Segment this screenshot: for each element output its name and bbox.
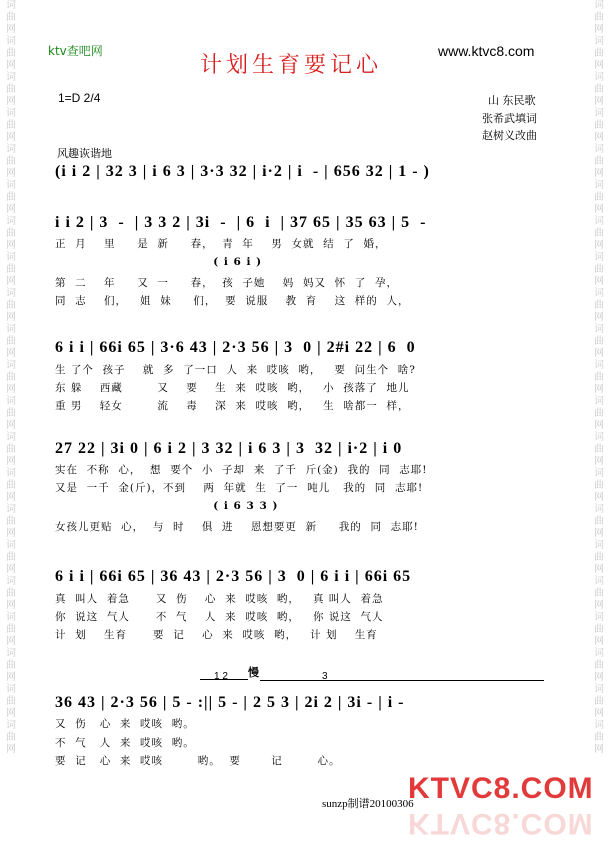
watermark-glyph: 网	[6, 276, 16, 287]
watermark-glyph: 网	[594, 24, 604, 35]
lyric-line: 实在 不称 心， 想 要个 小 子却 来 了千 斤(金) 我的 同 志耶!	[55, 464, 428, 476]
lyricist-credit: 张希武填词	[482, 112, 537, 125]
watermark-glyph: 词	[6, 396, 16, 407]
watermark-glyph: 词	[6, 360, 16, 371]
watermark-glyph: 词	[6, 576, 16, 587]
watermark-glyph: 网	[594, 456, 604, 467]
watermark-glyph: 网	[6, 708, 16, 719]
watermark-glyph: 词	[6, 540, 16, 551]
ktvc8-watermark-reflection: KTVC8.COM	[408, 807, 594, 840]
watermark-glyph: 曲	[6, 660, 16, 671]
watermark-glyph: 网	[594, 96, 604, 107]
site-brand[interactable]: ktv查吧网	[48, 44, 103, 58]
watermark-glyph: 网	[594, 708, 604, 719]
watermark-glyph: 词	[6, 504, 16, 515]
watermark-glyph: 词	[6, 432, 16, 443]
right-watermark-column	[590, 0, 608, 868]
watermark-glyph: 网	[6, 636, 16, 647]
watermark-glyph: 网	[6, 384, 16, 395]
watermark-glyph: 曲	[594, 84, 604, 95]
watermark-glyph: 曲	[594, 336, 604, 347]
verse2-notation: 6 i i | 66i 65 | 3·6 43 | 2·3 56 | 3 0 | 2#i 22 | 6 0	[55, 339, 416, 356]
watermark-glyph: 曲	[6, 408, 16, 419]
watermark-glyph: 曲	[6, 444, 16, 455]
watermark-glyph: 曲	[6, 624, 16, 635]
watermark-glyph: 曲	[6, 480, 16, 491]
watermark-glyph: 曲	[594, 48, 604, 59]
watermark-glyph: 词	[594, 468, 604, 479]
watermark-glyph: 网	[594, 60, 604, 71]
watermark-glyph: 网	[594, 276, 604, 287]
watermark-glyph: 词	[594, 216, 604, 227]
watermark-glyph: 曲	[6, 156, 16, 167]
lyric-line: 真 叫人 着急 又 伤 心 来 哎咳 哟， 真 叫人 着急	[55, 593, 384, 605]
watermark-glyph: 曲	[594, 624, 604, 635]
watermark-glyph: 曲	[6, 228, 16, 239]
song-title: 计划生育要记心	[200, 53, 383, 78]
watermark-glyph: 词	[594, 180, 604, 191]
watermark-glyph: 词	[594, 648, 604, 659]
watermark-glyph: 网	[594, 384, 604, 395]
watermark-glyph: 网	[6, 240, 16, 251]
triplet-mark: 3	[322, 671, 328, 682]
watermark-glyph: 网	[594, 744, 604, 755]
key-signature: 1=D 2/4	[58, 91, 101, 105]
watermark-glyph: 词	[594, 720, 604, 731]
alt-notation: ( i 6 3 3 )	[55, 500, 279, 512]
lyric-line: 要 记 心 来 哎咳 哟。 要 记 心。	[55, 755, 341, 767]
watermark-glyph: 网	[594, 168, 604, 179]
watermark-glyph: 网	[6, 744, 16, 755]
watermark-glyph: 曲	[6, 516, 16, 527]
verse3-notation: 27 22 | 3i 0 | 6 i 2 | 3 32 | i 6 3 | 3 32 | i·2 | i 0	[55, 440, 403, 457]
watermark-glyph: 词	[6, 144, 16, 155]
watermark-glyph: 曲	[6, 48, 16, 59]
slur-bracket	[260, 680, 544, 681]
watermark-glyph: 曲	[6, 120, 16, 131]
alt-notation: ( i 6 i )	[55, 256, 263, 268]
watermark-glyph: 曲	[6, 300, 16, 311]
lyric-line: 重 男 轻女 流 毒 深 来 哎咳 哟， 生 啥都一 样，	[55, 400, 410, 412]
watermark-glyph: 网	[6, 600, 16, 611]
watermark-glyph: 词	[594, 612, 604, 623]
lyric-line: 同 志 们， 姐 妹 们， 要 说服 教 育 这 样的 人，	[55, 295, 410, 307]
watermark-glyph: 曲	[594, 264, 604, 275]
watermark-glyph: 网	[6, 312, 16, 323]
watermark-glyph: 词	[6, 72, 16, 83]
watermark-glyph: 词	[6, 0, 16, 11]
left-watermark-column	[2, 0, 20, 868]
watermark-glyph: 词	[6, 36, 16, 47]
watermark-glyph: 词	[594, 432, 604, 443]
ktvc8-watermark-logo: KTVC8.COM	[408, 772, 594, 805]
watermark-glyph: 网	[594, 672, 604, 683]
watermark-glyph: 网	[594, 420, 604, 431]
watermark-glyph: 词	[6, 324, 16, 335]
watermark-glyph: 网	[6, 456, 16, 467]
watermark-glyph: 曲	[594, 156, 604, 167]
lyric-line: 正 月 里 是 新 春， 青 年 男 女就 结 了 婚，	[55, 238, 387, 250]
watermark-glyph: 曲	[594, 732, 604, 743]
watermark-glyph: 曲	[594, 480, 604, 491]
watermark-glyph: 网	[594, 528, 604, 539]
watermark-glyph: 词	[594, 0, 604, 11]
watermark-glyph: 词	[594, 252, 604, 263]
watermark-glyph: 曲	[6, 336, 16, 347]
watermark-glyph: 词	[594, 288, 604, 299]
watermark-glyph: 曲	[6, 372, 16, 383]
watermark-glyph: 网	[594, 204, 604, 215]
watermark-glyph: 网	[594, 636, 604, 647]
watermark-glyph: 曲	[594, 444, 604, 455]
watermark-glyph: 曲	[6, 732, 16, 743]
watermark-glyph: 曲	[594, 192, 604, 203]
watermark-glyph: 曲	[6, 588, 16, 599]
watermark-glyph: 曲	[594, 552, 604, 563]
slow-marking: 慢	[248, 666, 259, 679]
watermark-glyph: 曲	[594, 588, 604, 599]
watermark-glyph: 词	[6, 216, 16, 227]
watermark-glyph: 词	[594, 540, 604, 551]
watermark-glyph: 词	[6, 612, 16, 623]
lyric-line: 又 伤 心 来 哎咳 哟。	[55, 718, 195, 730]
watermark-glyph: 词	[6, 648, 16, 659]
watermark-glyph: 词	[6, 720, 16, 731]
watermark-glyph: 词	[594, 324, 604, 335]
lyric-line: 不 气 人 来 哎咳 哟。	[55, 737, 195, 749]
watermark-glyph: 词	[6, 252, 16, 263]
lyric-line: 第 二 年 又 一 春， 孩 子她 妈 妈又 怀 了 孕，	[55, 277, 398, 289]
watermark-glyph: 网	[594, 132, 604, 143]
watermark-glyph: 词	[594, 108, 604, 119]
watermark-glyph: 网	[594, 492, 604, 503]
verse4-notation: 6 i i | 66i 65 | 36 43 | 2·3 56 | 3 0 | 6 i i | 66i 65	[55, 568, 412, 585]
watermark-glyph: 词	[6, 108, 16, 119]
watermark-glyph: 词	[594, 144, 604, 155]
watermark-glyph: 网	[6, 132, 16, 143]
tempo-marking: 风趣诙谐地	[57, 147, 112, 160]
watermark-glyph: 曲	[6, 264, 16, 275]
watermark-glyph: 曲	[6, 12, 16, 23]
watermark-glyph: 词	[594, 684, 604, 695]
watermark-glyph: 曲	[594, 408, 604, 419]
watermark-glyph: 网	[6, 60, 16, 71]
song-origin: 山 东民歌	[488, 94, 536, 107]
watermark-glyph: 词	[594, 396, 604, 407]
verse1-notation: i i 2 | 3 - | 3 3 2 | 3i - | 6 i | 37 65 | 35 63 | 5 -	[55, 214, 427, 231]
watermark-glyph: 网	[6, 672, 16, 683]
watermark-glyph: 网	[594, 312, 604, 323]
watermark-glyph: 网	[6, 348, 16, 359]
watermark-glyph: 网	[6, 168, 16, 179]
watermark-glyph: 曲	[594, 120, 604, 131]
watermark-glyph: 网	[6, 492, 16, 503]
watermark-glyph: 网	[594, 600, 604, 611]
lyric-line: 又是 一千 金(斤)，不到 两 年就 生 了一 吨儿 我的 同 志耶!	[55, 482, 424, 494]
watermark-glyph: 词	[594, 504, 604, 515]
arranger-credit: 赵树义改曲	[482, 129, 537, 142]
watermark-glyph: 网	[6, 24, 16, 35]
watermark-glyph: 词	[6, 288, 16, 299]
transcriber-credit: sunzp制谱20100306	[322, 798, 414, 810]
watermark-glyph: 曲	[594, 660, 604, 671]
watermark-glyph: 曲	[6, 552, 16, 563]
watermark-glyph: 词	[594, 360, 604, 371]
watermark-glyph: 网	[594, 564, 604, 575]
watermark-glyph: 曲	[594, 300, 604, 311]
watermark-glyph: 曲	[6, 696, 16, 707]
watermark-glyph: 曲	[594, 228, 604, 239]
lyric-line: 东 躲 西藏 又 要 生 来 哎咳 哟， 小 孩落了 地儿	[55, 382, 410, 394]
watermark-glyph: 词	[594, 36, 604, 47]
watermark-glyph: 网	[6, 528, 16, 539]
watermark-glyph: 词	[6, 468, 16, 479]
watermark-glyph: 曲	[594, 372, 604, 383]
watermark-glyph: 词	[6, 684, 16, 695]
watermark-glyph: 词	[6, 180, 16, 191]
watermark-glyph: 网	[594, 240, 604, 251]
watermark-glyph: 网	[594, 348, 604, 359]
watermark-glyph: 曲	[594, 12, 604, 23]
coda-notation: 36 43 | 2·3 56 | 5 - :|| 5 - | 2 5 3 | 2i 2 | 3i - | i -	[55, 694, 405, 711]
watermark-glyph: 曲	[6, 84, 16, 95]
watermark-glyph: 网	[6, 420, 16, 431]
intro-notation: (i i 2 | 32 3 | i 6 3 | 3·3 32 | i·2 | i - | 656 32 | 1 - )	[55, 163, 430, 180]
watermark-glyph: 网	[6, 564, 16, 575]
lyric-line: 你 说这 气人 不 气 人 来 哎咳 哟， 你 说这 气人	[55, 611, 384, 623]
volta-label: 1 2	[214, 671, 228, 682]
site-url[interactable]: www.ktvc8.com	[438, 43, 535, 59]
watermark-glyph: 网	[6, 204, 16, 215]
watermark-glyph: 曲	[6, 192, 16, 203]
watermark-glyph: 曲	[594, 516, 604, 527]
watermark-glyph: 词	[594, 72, 604, 83]
watermark-glyph: 曲	[594, 696, 604, 707]
watermark-glyph: 词	[594, 576, 604, 587]
lyric-line: 女孩儿更贴 心， 与 时 俱 进 恩想要更 新 我的 同 志耶!	[55, 521, 419, 533]
lyric-line: 计 划 生育 要 记 心 来 哎咳 哟， 计 划 生育	[55, 629, 378, 641]
watermark-glyph: 网	[6, 96, 16, 107]
lyric-line: 生 了个 孩子 就 多 了一口 人 来 哎咳 哟， 要 问生个 啥?	[55, 364, 416, 376]
